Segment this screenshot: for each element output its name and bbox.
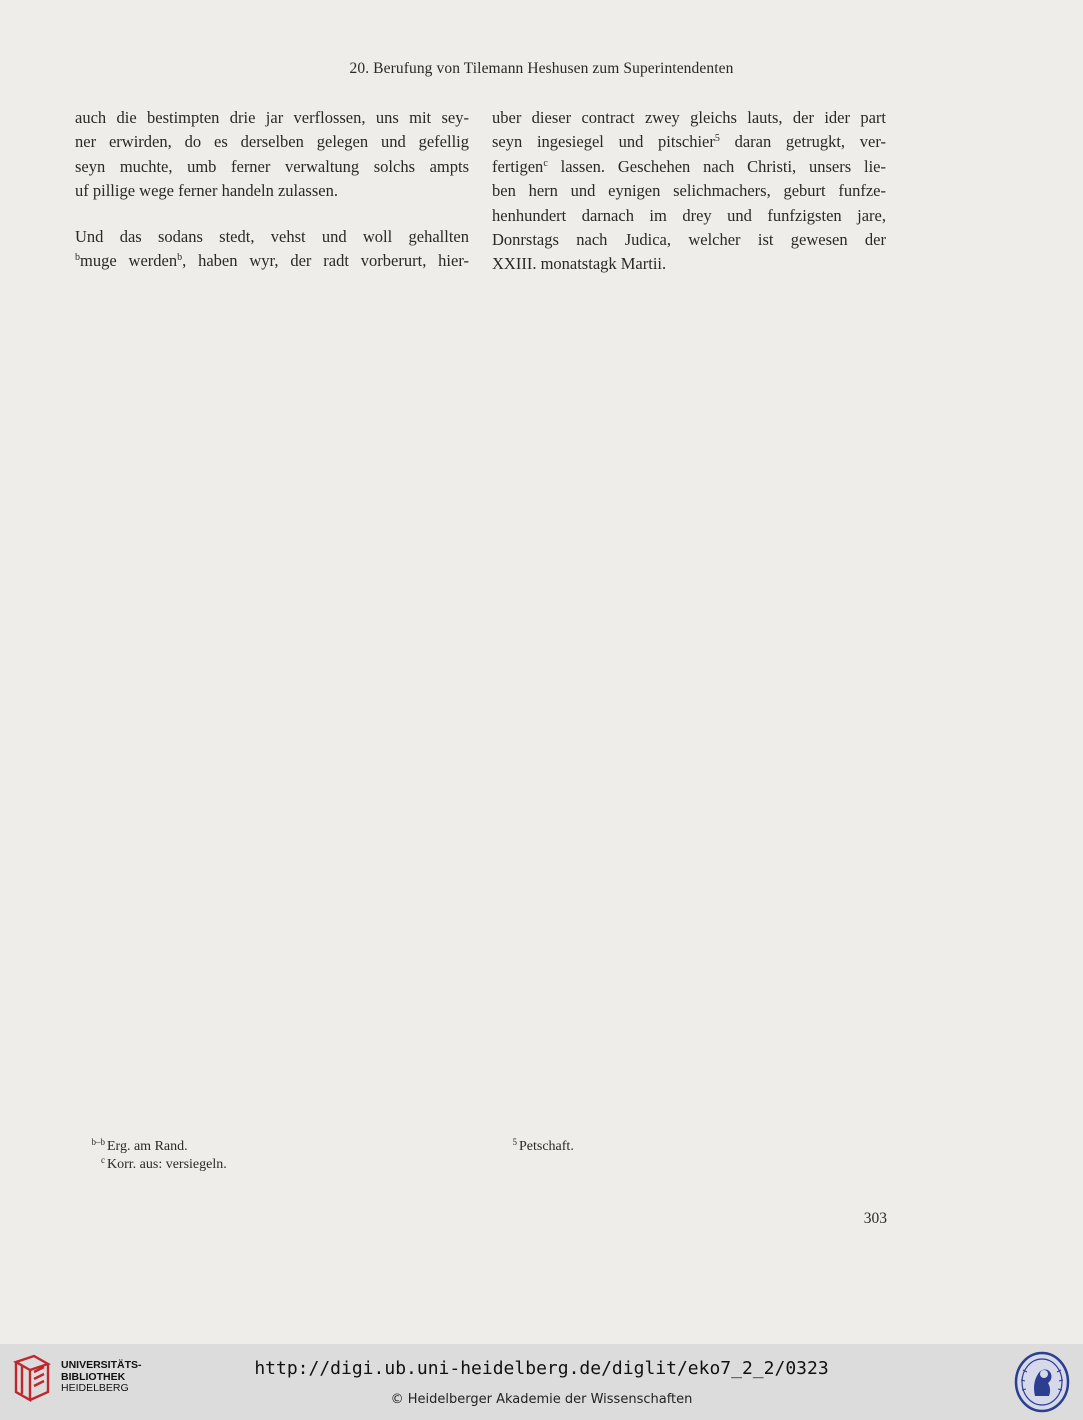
text-line: ben hern und eynigen selichmachers, geburt funfze- bbox=[492, 181, 886, 201]
footnote-mark: b–b bbox=[91, 1137, 105, 1147]
page-number: 303 bbox=[863, 1210, 887, 1227]
copyright-notice: © Heidelberger Akademie der Wissenschaften bbox=[390, 1392, 693, 1407]
footnotes-left bbox=[83, 1138, 227, 1174]
digitization-footer bbox=[0, 1344, 1083, 1420]
footnote-mark: 5 bbox=[512, 1137, 517, 1147]
left-column bbox=[75, 106, 469, 273]
permalink-url[interactable]: http://digi.ub.uni-heidelberg.de/diglit/eko7_2_2/0323 bbox=[254, 1358, 829, 1379]
text-line: henhundert darnach im drey und funfzigsten jare, bbox=[492, 205, 886, 225]
text-line: fertigen$^c$ lassen. Geschehen nach Christi, unsers lie- bbox=[492, 156, 886, 176]
text-line: $^b$muge werden$^b$, haben wyr, der radt vorberurt, hier- bbox=[75, 250, 470, 270]
right-column bbox=[492, 106, 886, 277]
library-name: UNIVERSITÄTS- BIBLIOTHEK HEIDELBERG bbox=[61, 1359, 142, 1394]
footnote-mark: b bbox=[75, 251, 80, 263]
text-line: seyn ingesiegel und pitschier$^5$ daran getrugkt, ver- bbox=[492, 132, 886, 152]
footnote-mark: c bbox=[101, 1155, 105, 1165]
running-head: 20. Berufung von Tilemann Heshusen zum Superintendenten bbox=[349, 60, 734, 77]
heidelberg-seal-icon bbox=[1013, 1350, 1071, 1414]
text-line: seyn muchte, umb ferner verwaltung solchs ampts bbox=[75, 156, 469, 176]
footnote-mark: b bbox=[177, 251, 183, 263]
text-line: XXIII. monatstagk Martii. bbox=[492, 254, 667, 274]
footnote-text: Korr. aus: versiegeln. bbox=[107, 1157, 227, 1172]
text-line: auch die bestimpten drie jar verflossen, uns mit sey- bbox=[75, 108, 469, 127]
footnote bbox=[83, 1138, 227, 1156]
footnotes-right bbox=[509, 1138, 574, 1156]
text-line: uf pillige wege ferner handeln zulassen. bbox=[75, 181, 338, 201]
footnote bbox=[83, 1156, 227, 1174]
footnote bbox=[509, 1138, 574, 1156]
text-line: ner erwirden, do es derselben gelegen und gefellig bbox=[75, 132, 469, 152]
footnote-mark: c bbox=[543, 157, 548, 169]
text-line: Donrstags nach Judica, welcher ist gewesen der bbox=[492, 229, 886, 249]
text-line: Und das sodans stedt, vehst und woll gehallten bbox=[75, 226, 469, 246]
text-line: uber dieser contract zwey gleichs lauts, der ider part bbox=[492, 108, 886, 127]
footnote-text: Erg. am Rand. bbox=[107, 1139, 188, 1154]
footnote-text: Petschaft. bbox=[519, 1139, 574, 1154]
footnote-mark: 5 bbox=[714, 133, 720, 145]
